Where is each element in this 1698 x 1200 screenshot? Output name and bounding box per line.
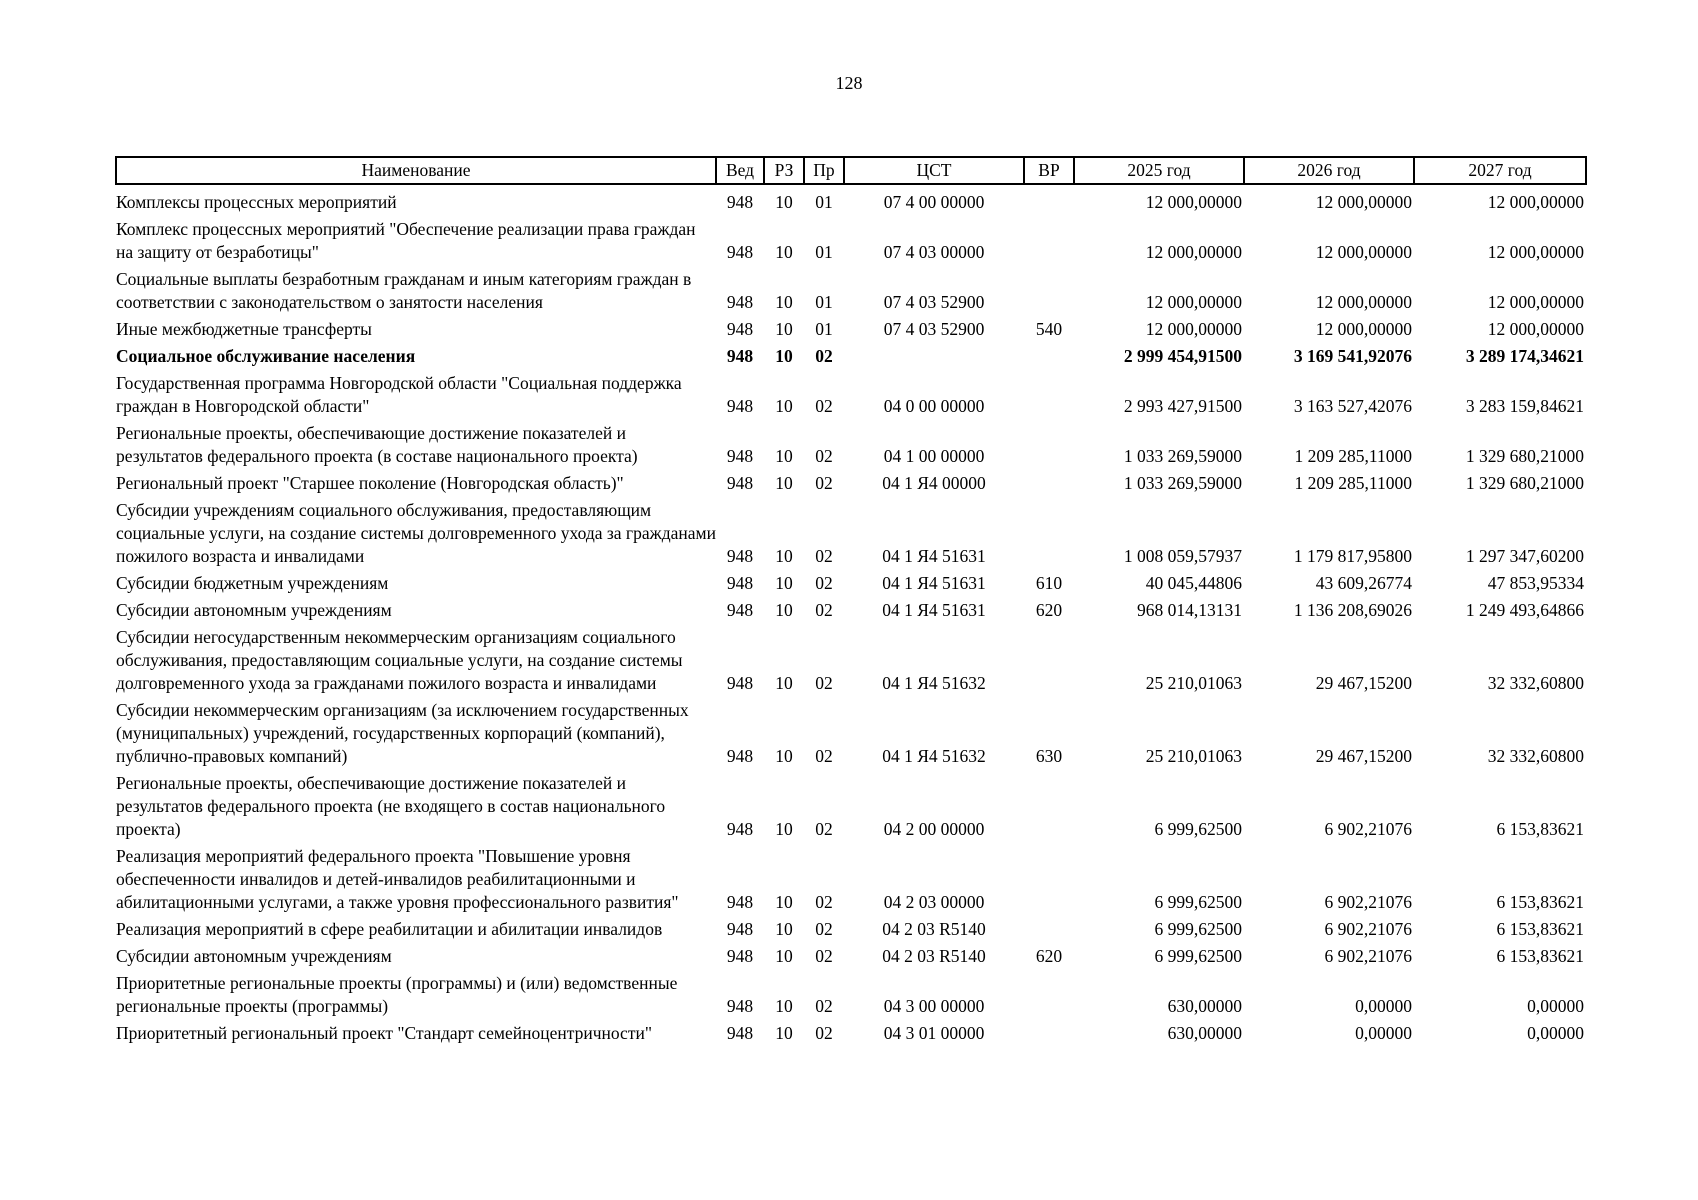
row-rz: 10 bbox=[775, 242, 793, 262]
row-2025: 12 000,00000 bbox=[1145, 192, 1242, 212]
row-2027: 32 332,60800 bbox=[1487, 746, 1584, 766]
table-row bbox=[116, 314, 1586, 341]
row-2025: 6 999,62500 bbox=[1154, 892, 1242, 912]
row-2027: 1 329 680,21000 bbox=[1465, 446, 1584, 466]
page-number: 128 bbox=[835, 73, 863, 93]
row-2026: 3 163 527,42076 bbox=[1293, 396, 1412, 416]
row-2026: 0,00000 bbox=[1355, 996, 1412, 1016]
row-2025: 12 000,00000 bbox=[1145, 242, 1242, 262]
row-2026: 6 902,21076 bbox=[1324, 819, 1412, 839]
row-vr bbox=[1024, 368, 1074, 418]
header-rz: РЗ bbox=[764, 157, 804, 184]
row-pr: 02 bbox=[815, 819, 833, 839]
row-2026: 43 609,26774 bbox=[1315, 573, 1412, 593]
row-vr: 540 bbox=[1035, 319, 1063, 339]
row-rz: 10 bbox=[775, 396, 793, 416]
row-2025: 40 045,44806 bbox=[1145, 573, 1242, 593]
row-rz: 10 bbox=[775, 996, 793, 1016]
row-name: Субсидии автономным учреждениям bbox=[116, 600, 392, 620]
row-cst: 04 1 Я4 51632 bbox=[882, 673, 986, 693]
row-ved: 948 bbox=[726, 673, 754, 693]
row-ved: 948 bbox=[726, 573, 754, 593]
table-row bbox=[116, 418, 1586, 468]
row-rz: 10 bbox=[775, 1023, 793, 1043]
table-header-row bbox=[116, 157, 1586, 184]
row-2027: 12 000,00000 bbox=[1487, 319, 1584, 339]
row-vr bbox=[1024, 914, 1074, 941]
row-pr: 01 bbox=[815, 192, 833, 212]
row-cst: 04 3 01 00000 bbox=[883, 1023, 985, 1043]
row-name: Комплекс процессных мероприятий "Обеспечение реализации права граждан на защиту от безработицы" bbox=[116, 219, 696, 262]
row-name: Региональные проекты, обеспечивающие достижение показателей и результатов федерального проекта (в составе национального проекта) bbox=[116, 423, 638, 466]
row-ved: 948 bbox=[726, 819, 754, 839]
row-vr: 620 bbox=[1035, 600, 1063, 620]
row-rz: 10 bbox=[775, 746, 793, 766]
row-cst: 04 2 03 R5140 bbox=[882, 946, 986, 966]
header-2026: 2026 год bbox=[1244, 157, 1414, 184]
row-ved: 948 bbox=[726, 546, 754, 566]
row-cst: 04 1 Я4 51631 bbox=[882, 546, 986, 566]
row-pr: 02 bbox=[815, 396, 833, 416]
row-name: Субсидии бюджетным учреждениям bbox=[116, 573, 389, 593]
row-pr: 02 bbox=[815, 892, 833, 912]
row-2027: 1 297 347,60200 bbox=[1465, 546, 1584, 566]
row-cst: 04 2 00 00000 bbox=[883, 819, 985, 839]
table-row bbox=[116, 841, 1586, 914]
row-name: Комплексы процессных мероприятий bbox=[116, 192, 397, 212]
row-pr: 02 bbox=[815, 600, 833, 620]
row-2027: 6 153,83621 bbox=[1496, 946, 1584, 966]
row-2027: 6 153,83621 bbox=[1496, 892, 1584, 912]
row-vr bbox=[1024, 418, 1074, 468]
table-row bbox=[116, 495, 1586, 568]
row-ved: 948 bbox=[726, 192, 754, 212]
row-2025: 2 999 454,91500 bbox=[1123, 346, 1242, 366]
row-2025: 1 033 269,59000 bbox=[1123, 473, 1242, 493]
row-vr bbox=[1024, 264, 1074, 314]
table-row bbox=[116, 622, 1586, 695]
row-cst: 04 2 03 R5140 bbox=[882, 919, 986, 939]
row-2025: 2 993 427,91500 bbox=[1123, 396, 1242, 416]
row-2026: 12 000,00000 bbox=[1315, 292, 1412, 312]
row-pr: 02 bbox=[815, 746, 833, 766]
row-2027: 12 000,00000 bbox=[1487, 292, 1584, 312]
row-cst: 04 1 Я4 51631 bbox=[882, 573, 986, 593]
row-ved: 948 bbox=[726, 292, 754, 312]
row-name: Субсидии учреждениям социального обслуживания, предоставляющим социальные услуги, на создание системы долговременного ухода за гражданами пожилого возраста и инвалидами bbox=[116, 500, 716, 566]
row-2027: 12 000,00000 bbox=[1487, 242, 1584, 262]
row-name: Приоритетные региональные проекты (программы) и (или) ведомственные региональные проекты (программы) bbox=[116, 973, 678, 1016]
row-2027: 0,00000 bbox=[1527, 996, 1584, 1016]
row-rz: 10 bbox=[775, 892, 793, 912]
row-2026: 1 136 208,69026 bbox=[1293, 600, 1412, 620]
row-vr bbox=[1024, 768, 1074, 841]
table-row bbox=[116, 264, 1586, 314]
row-ved: 948 bbox=[726, 892, 754, 912]
row-2026: 12 000,00000 bbox=[1315, 192, 1412, 212]
header-ved: Вед bbox=[716, 157, 764, 184]
table-row bbox=[116, 941, 1586, 968]
row-rz: 10 bbox=[775, 946, 793, 966]
row-2027: 3 289 174,34621 bbox=[1465, 346, 1584, 366]
row-ved: 948 bbox=[726, 1023, 754, 1043]
row-rz: 10 bbox=[775, 573, 793, 593]
header-vr: ВР bbox=[1024, 157, 1074, 184]
row-name: Региональный проект "Старшее поколение (Новгородская область)" bbox=[116, 473, 624, 493]
row-name: Иные межбюджетные трансферты bbox=[116, 319, 372, 339]
row-rz: 10 bbox=[775, 819, 793, 839]
row-vr bbox=[1024, 495, 1074, 568]
row-2025: 1 008 059,57937 bbox=[1123, 546, 1242, 566]
row-name: Субсидии автономным учреждениям bbox=[116, 946, 392, 966]
row-2026: 3 169 541,92076 bbox=[1293, 346, 1412, 366]
row-ved: 948 bbox=[726, 600, 754, 620]
row-cst: 07 4 03 52900 bbox=[883, 319, 985, 339]
row-cst: 04 1 Я4 51631 bbox=[882, 600, 986, 620]
table-row bbox=[116, 968, 1586, 1018]
budget-table bbox=[115, 156, 1587, 1045]
row-cst: 04 1 Я4 51632 bbox=[882, 746, 986, 766]
row-name: Субсидии некоммерческим организациям (за исключением государственных (муниципальных) учреждений, государственных корпораций (компаний), публично-правовых компаний) bbox=[116, 700, 689, 766]
row-rz: 10 bbox=[775, 600, 793, 620]
row-2025: 6 999,62500 bbox=[1154, 946, 1242, 966]
row-pr: 02 bbox=[815, 919, 833, 939]
row-pr: 02 bbox=[815, 673, 833, 693]
row-ved: 948 bbox=[726, 346, 754, 366]
row-cst: 04 1 00 00000 bbox=[883, 446, 985, 466]
row-pr: 02 bbox=[815, 996, 833, 1016]
row-vr bbox=[1024, 622, 1074, 695]
row-2026: 29 467,15200 bbox=[1315, 746, 1412, 766]
row-pr: 01 bbox=[815, 319, 833, 339]
row-ved: 948 bbox=[726, 446, 754, 466]
row-cst: 07 4 03 52900 bbox=[883, 292, 985, 312]
row-2027: 6 153,83621 bbox=[1496, 919, 1584, 939]
table-row bbox=[116, 368, 1586, 418]
table-row bbox=[116, 768, 1586, 841]
row-2027: 1 329 680,21000 bbox=[1465, 473, 1584, 493]
table-row bbox=[116, 568, 1586, 595]
row-vr bbox=[1024, 1018, 1074, 1045]
row-cst: 04 3 00 00000 bbox=[883, 996, 985, 1016]
row-pr: 02 bbox=[815, 1023, 833, 1043]
row-name: Реализация мероприятий федерального проекта "Повышение уровня обеспеченности инвалидов и детей-инвалидов реабилитационными и абилитационными услугами, а также уровня профессионального развития" bbox=[116, 846, 679, 912]
row-ved: 948 bbox=[726, 746, 754, 766]
row-pr: 02 bbox=[815, 546, 833, 566]
row-2025: 968 014,13131 bbox=[1137, 600, 1242, 620]
row-vr bbox=[1024, 841, 1074, 914]
row-vr bbox=[1024, 468, 1074, 495]
row-2026: 6 902,21076 bbox=[1324, 946, 1412, 966]
header-name: Наименование bbox=[116, 157, 716, 184]
row-name: Государственная программа Новгородской области "Социальная поддержка граждан в Новгородской области" bbox=[116, 373, 682, 416]
row-2026: 6 902,21076 bbox=[1324, 919, 1412, 939]
row-name: Социальное обслуживание населения bbox=[116, 346, 416, 366]
row-pr: 01 bbox=[815, 242, 833, 262]
row-cst: 04 1 Я4 00000 bbox=[882, 473, 986, 493]
row-ved: 948 bbox=[726, 996, 754, 1016]
row-2026: 12 000,00000 bbox=[1315, 242, 1412, 262]
row-name: Региональные проекты, обеспечивающие достижение показателей и результатов федерального проекта (не входящего в состав национального проекта) bbox=[116, 773, 666, 839]
row-ved: 948 bbox=[726, 242, 754, 262]
row-2025: 25 210,01063 bbox=[1145, 673, 1242, 693]
row-2025: 630,00000 bbox=[1167, 1023, 1242, 1043]
row-rz: 10 bbox=[775, 919, 793, 939]
row-vr: 620 bbox=[1035, 946, 1063, 966]
table-row bbox=[116, 695, 1586, 768]
row-rz: 10 bbox=[775, 673, 793, 693]
row-pr: 02 bbox=[815, 346, 833, 366]
row-2026: 6 902,21076 bbox=[1324, 892, 1412, 912]
table-row bbox=[116, 595, 1586, 622]
header-pr: Пр bbox=[804, 157, 844, 184]
row-name: Субсидии негосударственным некоммерческим организациям социального обслуживания, предоставляющим социальные услуги, на создание системы долговременного ухода за гражданами пожилого возраста и инвалидами bbox=[116, 627, 683, 693]
row-pr: 02 bbox=[815, 946, 833, 966]
row-2026: 12 000,00000 bbox=[1315, 319, 1412, 339]
row-cst: 07 4 03 00000 bbox=[883, 242, 985, 262]
row-pr: 02 bbox=[815, 473, 833, 493]
row-2025: 630,00000 bbox=[1167, 996, 1242, 1016]
row-pr: 01 bbox=[815, 292, 833, 312]
row-cst: 04 0 00 00000 bbox=[883, 396, 985, 416]
row-2025: 12 000,00000 bbox=[1145, 319, 1242, 339]
row-2026: 29 467,15200 bbox=[1315, 673, 1412, 693]
row-vr bbox=[1024, 214, 1074, 264]
row-vr bbox=[1024, 968, 1074, 1018]
table-row bbox=[116, 914, 1586, 941]
row-vr bbox=[1024, 341, 1074, 368]
row-rz: 10 bbox=[775, 446, 793, 466]
row-2027: 6 153,83621 bbox=[1496, 819, 1584, 839]
row-2025: 25 210,01063 bbox=[1145, 746, 1242, 766]
row-2026: 0,00000 bbox=[1355, 1023, 1412, 1043]
row-vr: 610 bbox=[1035, 573, 1063, 593]
row-rz: 10 bbox=[775, 319, 793, 339]
row-2026: 1 209 285,11000 bbox=[1294, 446, 1412, 466]
row-rz: 10 bbox=[775, 292, 793, 312]
row-2027: 32 332,60800 bbox=[1487, 673, 1584, 693]
row-ved: 948 bbox=[726, 319, 754, 339]
table-row bbox=[116, 214, 1586, 264]
row-rz: 10 bbox=[775, 546, 793, 566]
table-row bbox=[116, 468, 1586, 495]
row-cst bbox=[844, 341, 1024, 368]
row-2027: 0,00000 bbox=[1527, 1023, 1584, 1043]
row-pr: 02 bbox=[815, 446, 833, 466]
row-vr bbox=[1024, 184, 1074, 214]
row-rz: 10 bbox=[775, 346, 793, 366]
header-2025: 2025 год bbox=[1074, 157, 1244, 184]
row-2027: 12 000,00000 bbox=[1487, 192, 1584, 212]
row-name: Приоритетный региональный проект "Стандарт семейноцентричности" bbox=[116, 1023, 652, 1043]
row-2027: 47 853,95334 bbox=[1487, 573, 1584, 593]
row-2026: 1 209 285,11000 bbox=[1294, 473, 1412, 493]
row-pr: 02 bbox=[815, 573, 833, 593]
row-ved: 948 bbox=[726, 946, 754, 966]
row-2025: 6 999,62500 bbox=[1154, 819, 1242, 839]
table-row bbox=[116, 1018, 1586, 1045]
header-cst: ЦСТ bbox=[844, 157, 1024, 184]
row-rz: 10 bbox=[775, 192, 793, 212]
row-cst: 07 4 00 00000 bbox=[883, 192, 985, 212]
row-2025: 12 000,00000 bbox=[1145, 292, 1242, 312]
table-row bbox=[116, 341, 1586, 368]
row-2025: 1 033 269,59000 bbox=[1123, 446, 1242, 466]
row-name: Социальные выплаты безработным гражданам и иным категориям граждан в соответствии с законодательством о занятости населения bbox=[116, 269, 692, 312]
row-2027: 1 249 493,64866 bbox=[1465, 600, 1584, 620]
row-vr: 630 bbox=[1035, 746, 1063, 766]
row-2026: 1 179 817,95800 bbox=[1293, 546, 1412, 566]
row-ved: 948 bbox=[726, 396, 754, 416]
row-rz: 10 bbox=[775, 473, 793, 493]
row-2025: 6 999,62500 bbox=[1154, 919, 1242, 939]
row-name: Реализация мероприятий в сфере реабилитации и абилитации инвалидов bbox=[116, 919, 663, 939]
row-ved: 948 bbox=[726, 473, 754, 493]
row-2027: 3 283 159,84621 bbox=[1465, 396, 1584, 416]
table-row bbox=[116, 184, 1586, 214]
row-ved: 948 bbox=[726, 919, 754, 939]
header-2027: 2027 год bbox=[1414, 157, 1586, 184]
row-cst: 04 2 03 00000 bbox=[883, 892, 985, 912]
